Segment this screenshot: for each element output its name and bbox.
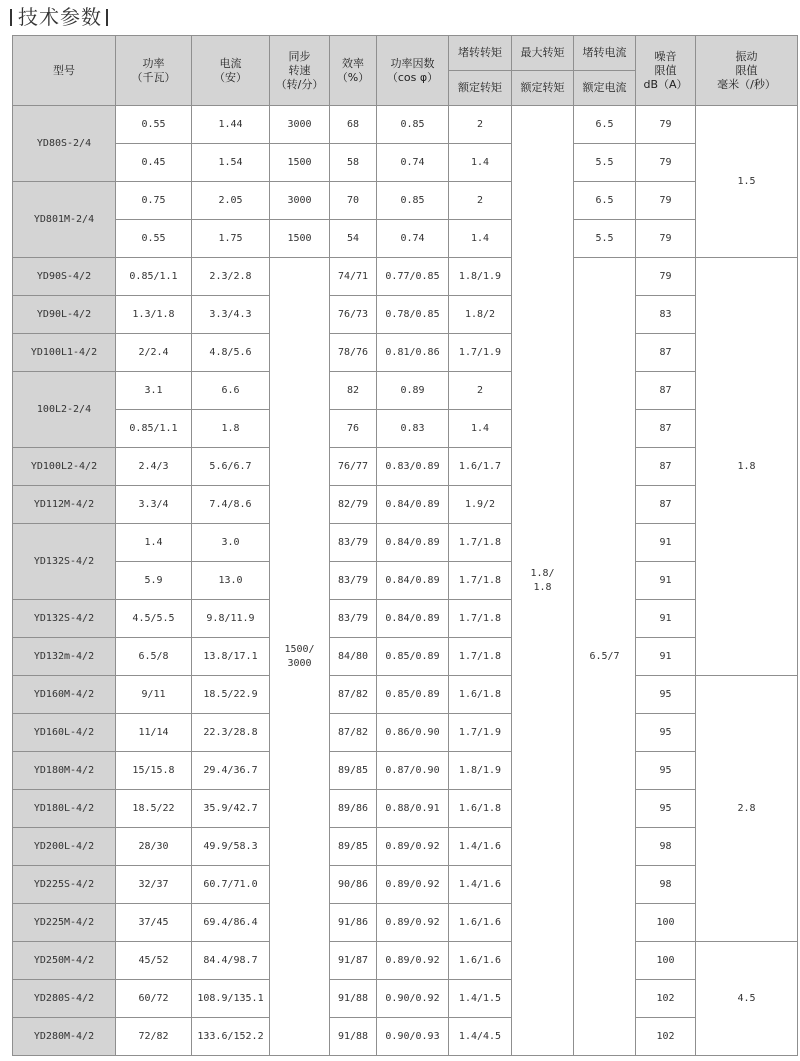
table-row bbox=[13, 524, 798, 562]
model-cell: YD160L-4/2 bbox=[13, 714, 116, 752]
header-locked-current-bottom: 额定电流 bbox=[574, 71, 636, 106]
power-cell: 45/52 bbox=[116, 942, 192, 980]
power-factor-cell: 0.85 bbox=[377, 106, 449, 144]
efficiency-cell: 89/86 bbox=[330, 790, 377, 828]
current-cell: 22.3/28.8 bbox=[192, 714, 270, 752]
model-cell: YD90L-4/2 bbox=[13, 296, 116, 334]
model-cell: YD90S-4/2 bbox=[13, 258, 116, 296]
power-cell: 28/30 bbox=[116, 828, 192, 866]
model-cell: YD80S-2/4 bbox=[13, 106, 116, 182]
efficiency-cell: 68 bbox=[330, 106, 377, 144]
noise-cell: 87 bbox=[636, 448, 696, 486]
current-cell: 13.0 bbox=[192, 562, 270, 600]
noise-cell: 102 bbox=[636, 1018, 696, 1056]
locked-torque-cell: 1.4 bbox=[449, 144, 512, 182]
model-cell: YD180M-4/2 bbox=[13, 752, 116, 790]
header-locked-torque-bottom: 额定转矩 bbox=[449, 71, 512, 106]
power-cell: 4.5/5.5 bbox=[116, 600, 192, 638]
model-cell: YD132S-4/2 bbox=[13, 600, 116, 638]
power-cell: 1.3/1.8 bbox=[116, 296, 192, 334]
efficiency-cell: 83/79 bbox=[330, 600, 377, 638]
header-current: 电流 （安） bbox=[192, 36, 270, 106]
efficiency-cell: 82 bbox=[330, 372, 377, 410]
locked-torque-cell: 1.4 bbox=[449, 410, 512, 448]
header-locked-current-top: 堵转电流 bbox=[574, 36, 636, 71]
noise-cell: 95 bbox=[636, 752, 696, 790]
efficiency-cell: 83/79 bbox=[330, 562, 377, 600]
power-factor-cell: 0.83/0.89 bbox=[377, 448, 449, 486]
table-row bbox=[13, 676, 798, 714]
locked-torque-cell: 1.6/1.8 bbox=[449, 676, 512, 714]
section-title-text: 技术参数 bbox=[18, 5, 102, 29]
locked-torque-cell: 1.6/1.6 bbox=[449, 904, 512, 942]
noise-cell: 79 bbox=[636, 220, 696, 258]
locked-torque-cell: 1.4 bbox=[449, 220, 512, 258]
speed-cell: 3000 bbox=[270, 182, 330, 220]
current-cell: 1.44 bbox=[192, 106, 270, 144]
vibration-merged-cell: 1.5 bbox=[696, 106, 798, 258]
table-row bbox=[13, 296, 798, 334]
current-cell: 1.54 bbox=[192, 144, 270, 182]
power-factor-cell: 0.78/0.85 bbox=[377, 296, 449, 334]
power-factor-cell: 0.85/0.89 bbox=[377, 676, 449, 714]
noise-cell: 91 bbox=[636, 562, 696, 600]
power-cell: 0.55 bbox=[116, 106, 192, 144]
power-factor-cell: 0.89/0.92 bbox=[377, 828, 449, 866]
header-speed: 同步 转速 （转/分） bbox=[270, 36, 330, 106]
header-noise: 噪音 限值 dB（A） bbox=[636, 36, 696, 106]
table-row bbox=[13, 790, 798, 828]
power-factor-cell: 0.84/0.89 bbox=[377, 600, 449, 638]
efficiency-cell: 91/88 bbox=[330, 1018, 377, 1056]
locked-torque-cell: 1.4/1.5 bbox=[449, 980, 512, 1018]
current-cell: 6.6 bbox=[192, 372, 270, 410]
power-cell: 3.3/4 bbox=[116, 486, 192, 524]
noise-cell: 95 bbox=[636, 676, 696, 714]
table-row bbox=[13, 904, 798, 942]
table-row bbox=[13, 866, 798, 904]
max-torque-merged-cell: 1.8/ 1.8 bbox=[512, 106, 574, 1056]
table-row bbox=[13, 448, 798, 486]
table-row bbox=[13, 1018, 798, 1056]
efficiency-cell: 89/85 bbox=[330, 752, 377, 790]
power-cell: 0.75 bbox=[116, 182, 192, 220]
locked-torque-cell: 1.7/1.8 bbox=[449, 524, 512, 562]
model-cell: YD280S-4/2 bbox=[13, 980, 116, 1018]
noise-cell: 98 bbox=[636, 866, 696, 904]
locked-torque-cell: 2 bbox=[449, 372, 512, 410]
locked-torque-cell: 1.6/1.8 bbox=[449, 790, 512, 828]
efficiency-cell: 83/79 bbox=[330, 524, 377, 562]
efficiency-cell: 84/80 bbox=[330, 638, 377, 676]
power-cell: 6.5/8 bbox=[116, 638, 192, 676]
current-cell: 9.8/11.9 bbox=[192, 600, 270, 638]
locked-torque-cell: 1.6/1.7 bbox=[449, 448, 512, 486]
noise-cell: 87 bbox=[636, 486, 696, 524]
model-cell: YD225S-4/2 bbox=[13, 866, 116, 904]
power-factor-cell: 0.74 bbox=[377, 220, 449, 258]
header-efficiency: 效率 （%） bbox=[330, 36, 377, 106]
noise-cell: 79 bbox=[636, 258, 696, 296]
locked-torque-cell: 1.7/1.9 bbox=[449, 334, 512, 372]
table-row bbox=[13, 182, 798, 220]
efficiency-cell: 91/87 bbox=[330, 942, 377, 980]
locked-torque-cell: 1.7/1.9 bbox=[449, 714, 512, 752]
header-max-torque-top: 最大转矩 bbox=[512, 36, 574, 71]
header-locked-torque-top: 堵转转矩 bbox=[449, 36, 512, 71]
current-cell: 29.4/36.7 bbox=[192, 752, 270, 790]
spec-table-body bbox=[13, 106, 798, 1056]
noise-cell: 79 bbox=[636, 182, 696, 220]
power-factor-cell: 0.84/0.89 bbox=[377, 562, 449, 600]
efficiency-cell: 90/86 bbox=[330, 866, 377, 904]
table-row bbox=[13, 752, 798, 790]
efficiency-cell: 89/85 bbox=[330, 828, 377, 866]
table-row bbox=[13, 486, 798, 524]
current-cell: 13.8/17.1 bbox=[192, 638, 270, 676]
power-cell: 0.45 bbox=[116, 144, 192, 182]
locked-torque-cell: 1.6/1.6 bbox=[449, 942, 512, 980]
model-cell: YD180L-4/2 bbox=[13, 790, 116, 828]
current-cell: 35.9/42.7 bbox=[192, 790, 270, 828]
power-factor-cell: 0.84/0.89 bbox=[377, 486, 449, 524]
locked-torque-cell: 2 bbox=[449, 182, 512, 220]
table-row bbox=[13, 942, 798, 980]
header-power: 功率 （千瓦） bbox=[116, 36, 192, 106]
power-cell: 15/15.8 bbox=[116, 752, 192, 790]
current-cell: 60.7/71.0 bbox=[192, 866, 270, 904]
power-factor-cell: 0.87/0.90 bbox=[377, 752, 449, 790]
power-factor-cell: 0.89/0.92 bbox=[377, 942, 449, 980]
locked-torque-cell: 2 bbox=[449, 106, 512, 144]
efficiency-cell: 87/82 bbox=[330, 714, 377, 752]
power-factor-cell: 0.85 bbox=[377, 182, 449, 220]
noise-cell: 95 bbox=[636, 714, 696, 752]
model-cell: YD801M-2/4 bbox=[13, 182, 116, 258]
title-bar-right bbox=[106, 9, 108, 26]
model-cell: YD200L-4/2 bbox=[13, 828, 116, 866]
noise-cell: 87 bbox=[636, 410, 696, 448]
power-factor-cell: 0.77/0.85 bbox=[377, 258, 449, 296]
current-cell: 1.75 bbox=[192, 220, 270, 258]
header-model: 型号 bbox=[13, 36, 116, 106]
current-cell: 4.8/5.6 bbox=[192, 334, 270, 372]
efficiency-cell: 74/71 bbox=[330, 258, 377, 296]
locked-current-cell: 5.5 bbox=[574, 220, 636, 258]
efficiency-cell: 54 bbox=[330, 220, 377, 258]
current-cell: 3.0 bbox=[192, 524, 270, 562]
speed-cell: 1500 bbox=[270, 144, 330, 182]
power-factor-cell: 0.83 bbox=[377, 410, 449, 448]
power-cell: 18.5/22 bbox=[116, 790, 192, 828]
table-row bbox=[13, 334, 798, 372]
speed-cell: 3000 bbox=[270, 106, 330, 144]
table-row bbox=[13, 638, 798, 676]
noise-cell: 91 bbox=[636, 524, 696, 562]
current-cell: 49.9/58.3 bbox=[192, 828, 270, 866]
power-cell: 72/82 bbox=[116, 1018, 192, 1056]
table-row bbox=[13, 600, 798, 638]
efficiency-cell: 76 bbox=[330, 410, 377, 448]
model-cell: YD100L1-4/2 bbox=[13, 334, 116, 372]
power-cell: 11/14 bbox=[116, 714, 192, 752]
locked-torque-cell: 1.8/1.9 bbox=[449, 258, 512, 296]
current-cell: 2.3/2.8 bbox=[192, 258, 270, 296]
power-factor-cell: 0.86/0.90 bbox=[377, 714, 449, 752]
current-cell: 133.6/152.2 bbox=[192, 1018, 270, 1056]
noise-cell: 95 bbox=[636, 790, 696, 828]
efficiency-cell: 78/76 bbox=[330, 334, 377, 372]
noise-cell: 98 bbox=[636, 828, 696, 866]
power-factor-cell: 0.90/0.92 bbox=[377, 980, 449, 1018]
locked-current-merged-cell: 6.5/7 bbox=[574, 258, 636, 1056]
model-cell: 100L2-2/4 bbox=[13, 372, 116, 448]
noise-cell: 79 bbox=[636, 106, 696, 144]
efficiency-cell: 91/86 bbox=[330, 904, 377, 942]
table-row bbox=[13, 144, 798, 182]
power-cell: 37/45 bbox=[116, 904, 192, 942]
title-bar-left bbox=[10, 9, 12, 26]
model-cell: YD112M-4/2 bbox=[13, 486, 116, 524]
model-cell: YD225M-4/2 bbox=[13, 904, 116, 942]
noise-cell: 79 bbox=[636, 144, 696, 182]
power-factor-cell: 0.89 bbox=[377, 372, 449, 410]
vibration-merged-cell: 4.5 bbox=[696, 942, 798, 1056]
locked-torque-cell: 1.7/1.8 bbox=[449, 600, 512, 638]
model-cell: YD160M-4/2 bbox=[13, 676, 116, 714]
noise-cell: 87 bbox=[636, 334, 696, 372]
locked-torque-cell: 1.4/1.6 bbox=[449, 828, 512, 866]
speed-merged-cell: 1500/ 3000 bbox=[270, 258, 330, 1056]
power-cell: 32/37 bbox=[116, 866, 192, 904]
locked-torque-cell: 1.8/2 bbox=[449, 296, 512, 334]
efficiency-cell: 87/82 bbox=[330, 676, 377, 714]
power-factor-cell: 0.89/0.92 bbox=[377, 866, 449, 904]
efficiency-cell: 76/77 bbox=[330, 448, 377, 486]
locked-torque-cell: 1.4/4.5 bbox=[449, 1018, 512, 1056]
locked-current-cell: 5.5 bbox=[574, 144, 636, 182]
current-cell: 69.4/86.4 bbox=[192, 904, 270, 942]
power-cell: 2/2.4 bbox=[116, 334, 192, 372]
locked-torque-cell: 1.7/1.8 bbox=[449, 562, 512, 600]
model-cell: YD280M-4/2 bbox=[13, 1018, 116, 1056]
table-row bbox=[13, 258, 798, 296]
current-cell: 1.8 bbox=[192, 410, 270, 448]
power-factor-cell: 0.90/0.93 bbox=[377, 1018, 449, 1056]
power-factor-cell: 0.74 bbox=[377, 144, 449, 182]
locked-torque-cell: 1.9/2 bbox=[449, 486, 512, 524]
spec-table bbox=[12, 35, 798, 1056]
power-cell: 0.85/1.1 bbox=[116, 410, 192, 448]
model-cell: YD132m-4/2 bbox=[13, 638, 116, 676]
current-cell: 3.3/4.3 bbox=[192, 296, 270, 334]
noise-cell: 102 bbox=[636, 980, 696, 1018]
power-cell: 60/72 bbox=[116, 980, 192, 1018]
power-cell: 5.9 bbox=[116, 562, 192, 600]
power-cell: 0.85/1.1 bbox=[116, 258, 192, 296]
locked-current-cell: 6.5 bbox=[574, 106, 636, 144]
current-cell: 84.4/98.7 bbox=[192, 942, 270, 980]
power-factor-cell: 0.84/0.89 bbox=[377, 524, 449, 562]
table-row bbox=[13, 980, 798, 1018]
locked-torque-cell: 1.7/1.8 bbox=[449, 638, 512, 676]
efficiency-cell: 82/79 bbox=[330, 486, 377, 524]
locked-torque-cell: 1.8/1.9 bbox=[449, 752, 512, 790]
noise-cell: 87 bbox=[636, 372, 696, 410]
efficiency-cell: 70 bbox=[330, 182, 377, 220]
efficiency-cell: 58 bbox=[330, 144, 377, 182]
section-title bbox=[6, 4, 114, 30]
table-row bbox=[13, 106, 798, 144]
power-cell: 0.55 bbox=[116, 220, 192, 258]
power-cell: 2.4/3 bbox=[116, 448, 192, 486]
efficiency-cell: 91/88 bbox=[330, 980, 377, 1018]
header-vibration: 振动 限值 毫米（/秒） bbox=[696, 36, 798, 106]
noise-cell: 91 bbox=[636, 638, 696, 676]
locked-current-cell: 6.5 bbox=[574, 182, 636, 220]
vibration-merged-cell: 2.8 bbox=[696, 676, 798, 942]
table-row bbox=[13, 562, 798, 600]
table-row bbox=[13, 372, 798, 410]
power-cell: 1.4 bbox=[116, 524, 192, 562]
header-power-factor: 功率因数 （cos φ） bbox=[377, 36, 449, 106]
table-row bbox=[13, 410, 798, 448]
power-factor-cell: 0.81/0.86 bbox=[377, 334, 449, 372]
model-cell: YD132S-4/2 bbox=[13, 524, 116, 600]
current-cell: 5.6/6.7 bbox=[192, 448, 270, 486]
power-factor-cell: 0.88/0.91 bbox=[377, 790, 449, 828]
table-row bbox=[13, 714, 798, 752]
model-cell: YD100L2-4/2 bbox=[13, 448, 116, 486]
power-factor-cell: 0.85/0.89 bbox=[377, 638, 449, 676]
noise-cell: 83 bbox=[636, 296, 696, 334]
speed-cell: 1500 bbox=[270, 220, 330, 258]
current-cell: 108.9/135.1 bbox=[192, 980, 270, 1018]
power-cell: 3.1 bbox=[116, 372, 192, 410]
header-max-torque-bottom: 额定转矩 bbox=[512, 71, 574, 106]
vibration-merged-cell: 1.8 bbox=[696, 258, 798, 676]
locked-torque-cell: 1.4/1.6 bbox=[449, 866, 512, 904]
current-cell: 2.05 bbox=[192, 182, 270, 220]
table-row bbox=[13, 828, 798, 866]
noise-cell: 100 bbox=[636, 942, 696, 980]
noise-cell: 91 bbox=[636, 600, 696, 638]
noise-cell: 100 bbox=[636, 904, 696, 942]
current-cell: 7.4/8.6 bbox=[192, 486, 270, 524]
efficiency-cell: 76/73 bbox=[330, 296, 377, 334]
model-cell: YD250M-4/2 bbox=[13, 942, 116, 980]
power-cell: 9/11 bbox=[116, 676, 192, 714]
current-cell: 18.5/22.9 bbox=[192, 676, 270, 714]
table-row bbox=[13, 220, 798, 258]
power-factor-cell: 0.89/0.92 bbox=[377, 904, 449, 942]
